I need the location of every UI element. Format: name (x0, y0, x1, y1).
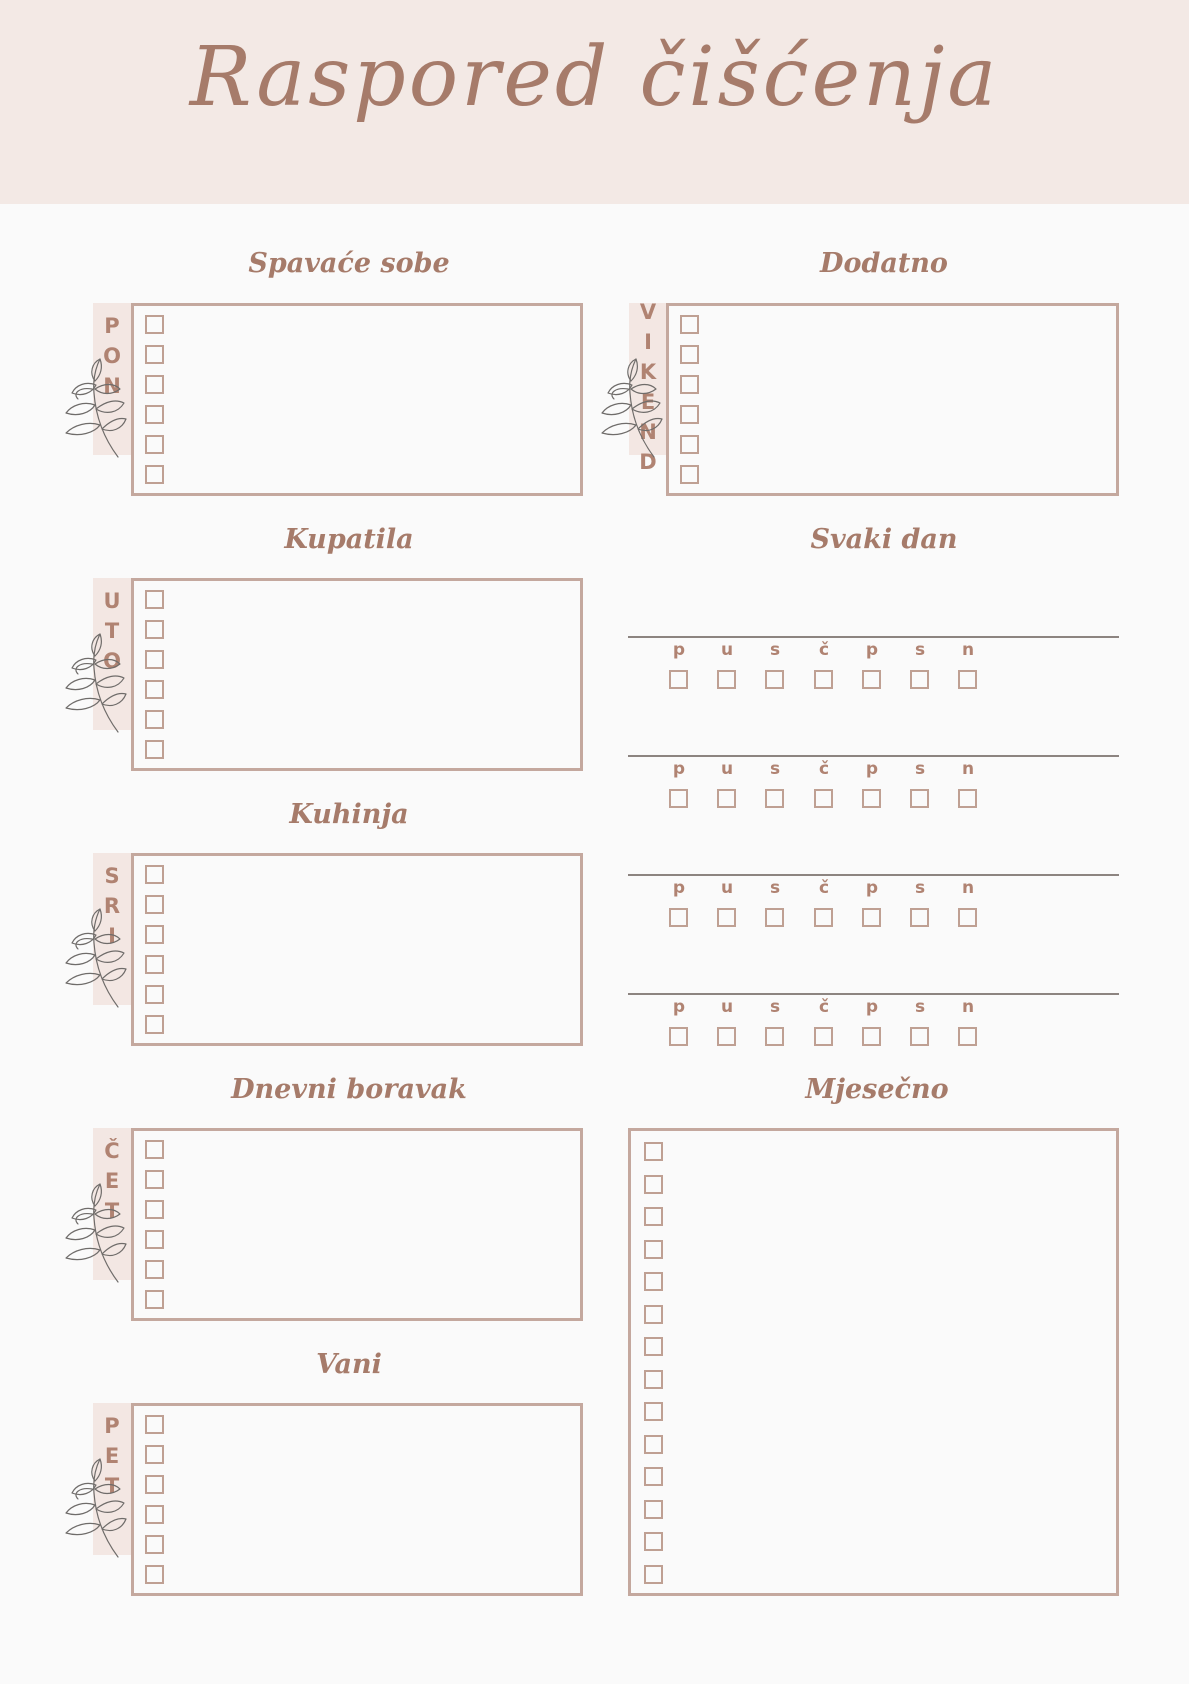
task-checkbox[interactable] (145, 650, 164, 669)
weekday-label: s (914, 878, 926, 898)
weekday-label: n (961, 997, 975, 1017)
daily-checkbox[interactable] (958, 670, 977, 689)
task-checkbox[interactable] (145, 1170, 164, 1189)
leaf-icon (56, 630, 128, 734)
daily-checkbox[interactable] (958, 789, 977, 808)
weekday-label: u (720, 759, 734, 779)
task-checkbox[interactable] (644, 1370, 663, 1389)
task-checkbox[interactable] (644, 1240, 663, 1259)
divider-line (628, 755, 1119, 757)
day-letter: O (103, 649, 121, 673)
weekday-label: p (672, 640, 686, 660)
daily-checkbox[interactable] (814, 908, 833, 927)
weekday-label: n (961, 878, 975, 898)
task-box-dodatno (666, 303, 1119, 496)
section-title-dodatno: Dodatno (820, 248, 948, 279)
task-checkbox[interactable] (644, 1532, 663, 1551)
task-checkbox[interactable] (145, 740, 164, 759)
leaf-icon (592, 355, 664, 459)
daily-checkbox[interactable] (669, 670, 688, 689)
daily-checkbox[interactable] (814, 1027, 833, 1046)
day-letter: N (639, 420, 657, 444)
task-checkbox[interactable] (145, 1140, 164, 1159)
day-letter: E (104, 1444, 120, 1468)
day-letter: I (108, 924, 116, 948)
day-letter: U (103, 589, 121, 613)
task-checkbox[interactable] (680, 435, 699, 454)
task-checkbox[interactable] (145, 405, 164, 424)
day-letter: I (644, 330, 652, 354)
day-letter: T (104, 1474, 120, 1498)
task-box-mjesecno (628, 1128, 1119, 1596)
weekday-label: n (961, 759, 975, 779)
day-letter: P (104, 314, 120, 338)
task-checkbox[interactable] (145, 985, 164, 1004)
weekday-label: č (818, 759, 830, 779)
weekday-label: s (769, 759, 781, 779)
daily-checkbox[interactable] (814, 670, 833, 689)
daily-checkbox[interactable] (958, 908, 977, 927)
weekday-label: p (672, 997, 686, 1017)
task-checkbox[interactable] (145, 620, 164, 639)
daily-checkbox[interactable] (910, 1027, 929, 1046)
task-checkbox[interactable] (644, 1565, 663, 1584)
task-box-dnevni (131, 1128, 583, 1321)
task-checkbox[interactable] (644, 1500, 663, 1519)
weekday-label: p (672, 878, 686, 898)
day-letter: O (103, 344, 121, 368)
weekday-label: s (914, 997, 926, 1017)
leaf-icon (56, 905, 128, 1009)
daily-checkbox[interactable] (910, 789, 929, 808)
weekday-label: p (672, 759, 686, 779)
section-title-dnevni: Dnevni boravak (231, 1074, 467, 1105)
task-checkbox[interactable] (145, 375, 164, 394)
task-checkbox[interactable] (145, 955, 164, 974)
task-checkbox[interactable] (145, 1200, 164, 1219)
weekday-label: p (865, 878, 879, 898)
day-letter: E (104, 1169, 120, 1193)
task-checkbox[interactable] (644, 1337, 663, 1356)
task-checkbox[interactable] (145, 925, 164, 944)
weekday-label: u (720, 640, 734, 660)
day-letter: P (104, 1414, 120, 1438)
day-letter: K (639, 360, 657, 384)
daily-checkbox[interactable] (910, 670, 929, 689)
task-checkbox[interactable] (145, 1230, 164, 1249)
weekday-label: p (865, 997, 879, 1017)
daily-checkbox[interactable] (717, 1027, 736, 1046)
task-checkbox[interactable] (644, 1175, 663, 1194)
task-checkbox[interactable] (145, 680, 164, 699)
daily-checkbox[interactable] (765, 908, 784, 927)
task-checkbox[interactable] (145, 1290, 164, 1309)
weekday-label: s (914, 759, 926, 779)
task-checkbox[interactable] (680, 465, 699, 484)
task-checkbox[interactable] (644, 1402, 663, 1421)
divider-line (628, 993, 1119, 995)
divider-line (628, 874, 1119, 876)
weekday-label: n (961, 640, 975, 660)
section-title-kuhinja: Kuhinja (289, 799, 409, 830)
task-checkbox[interactable] (680, 375, 699, 394)
daily-checkbox[interactable] (717, 789, 736, 808)
section-title-svaki-dan: Svaki dan (810, 524, 958, 555)
task-checkbox[interactable] (145, 1015, 164, 1034)
divider-line (628, 636, 1119, 638)
task-checkbox[interactable] (680, 405, 699, 424)
weekday-label: č (818, 878, 830, 898)
task-checkbox[interactable] (145, 345, 164, 364)
day-letter: D (639, 450, 657, 474)
task-checkbox[interactable] (680, 345, 699, 364)
task-checkbox[interactable] (145, 895, 164, 914)
weekday-label: s (914, 640, 926, 660)
task-box-spavace (131, 303, 583, 496)
task-checkbox[interactable] (145, 865, 164, 884)
task-box-kupatila (131, 578, 583, 771)
weekday-label: č (818, 997, 830, 1017)
weekday-label: u (720, 878, 734, 898)
weekday-label: č (818, 640, 830, 660)
section-title-kupatila: Kupatila (284, 524, 414, 555)
section-title-vani: Vani (316, 1349, 382, 1380)
task-checkbox[interactable] (644, 1305, 663, 1324)
task-checkbox[interactable] (644, 1467, 663, 1486)
day-letter: S (104, 864, 120, 888)
daily-checkbox[interactable] (669, 789, 688, 808)
task-checkbox[interactable] (145, 315, 164, 334)
task-checkbox[interactable] (145, 1565, 164, 1584)
daily-checkbox[interactable] (669, 1027, 688, 1046)
daily-checkbox[interactable] (910, 908, 929, 927)
daily-checkbox[interactable] (765, 670, 784, 689)
weekday-label: p (865, 640, 879, 660)
task-checkbox[interactable] (145, 435, 164, 454)
section-title-spavace: Spavaće sobe (248, 248, 450, 279)
task-checkbox[interactable] (145, 1445, 164, 1464)
daily-checkbox[interactable] (862, 670, 881, 689)
daily-checkbox[interactable] (717, 670, 736, 689)
day-letter: T (104, 1199, 120, 1223)
weekday-label: s (769, 997, 781, 1017)
day-letter: R (103, 894, 121, 918)
weekday-label: p (865, 759, 879, 779)
task-box-kuhinja (131, 853, 583, 1046)
leaf-icon (56, 355, 128, 459)
page-title: Raspored čišćenja (189, 30, 1000, 125)
daily-checkbox[interactable] (765, 1027, 784, 1046)
day-letter: V (639, 300, 657, 324)
weekday-label: u (720, 997, 734, 1017)
task-checkbox[interactable] (145, 1505, 164, 1524)
task-checkbox[interactable] (644, 1207, 663, 1226)
daily-checkbox[interactable] (717, 908, 736, 927)
leaf-icon (56, 1455, 128, 1559)
task-checkbox[interactable] (145, 1260, 164, 1279)
section-title-mjesecno: Mjesečno (805, 1074, 949, 1105)
task-checkbox[interactable] (145, 1535, 164, 1554)
weekday-label: s (769, 878, 781, 898)
daily-checkbox[interactable] (862, 908, 881, 927)
day-letter: E (640, 390, 656, 414)
day-letter: Č (104, 1139, 120, 1163)
task-checkbox[interactable] (644, 1272, 663, 1291)
daily-checkbox[interactable] (862, 1027, 881, 1046)
daily-checkbox[interactable] (862, 789, 881, 808)
task-checkbox[interactable] (145, 590, 164, 609)
task-checkbox[interactable] (680, 315, 699, 334)
task-checkbox[interactable] (145, 465, 164, 484)
task-checkbox[interactable] (145, 1415, 164, 1434)
daily-checkbox[interactable] (765, 789, 784, 808)
day-letter: N (103, 374, 121, 398)
leaf-icon (56, 1180, 128, 1284)
weekday-label: s (769, 640, 781, 660)
daily-checkbox[interactable] (814, 789, 833, 808)
task-checkbox[interactable] (145, 1475, 164, 1494)
task-checkbox[interactable] (145, 710, 164, 729)
task-checkbox[interactable] (644, 1142, 663, 1161)
task-box-vani (131, 1403, 583, 1596)
day-letter: T (104, 619, 120, 643)
daily-checkbox[interactable] (958, 1027, 977, 1046)
task-checkbox[interactable] (644, 1435, 663, 1454)
daily-checkbox[interactable] (669, 908, 688, 927)
